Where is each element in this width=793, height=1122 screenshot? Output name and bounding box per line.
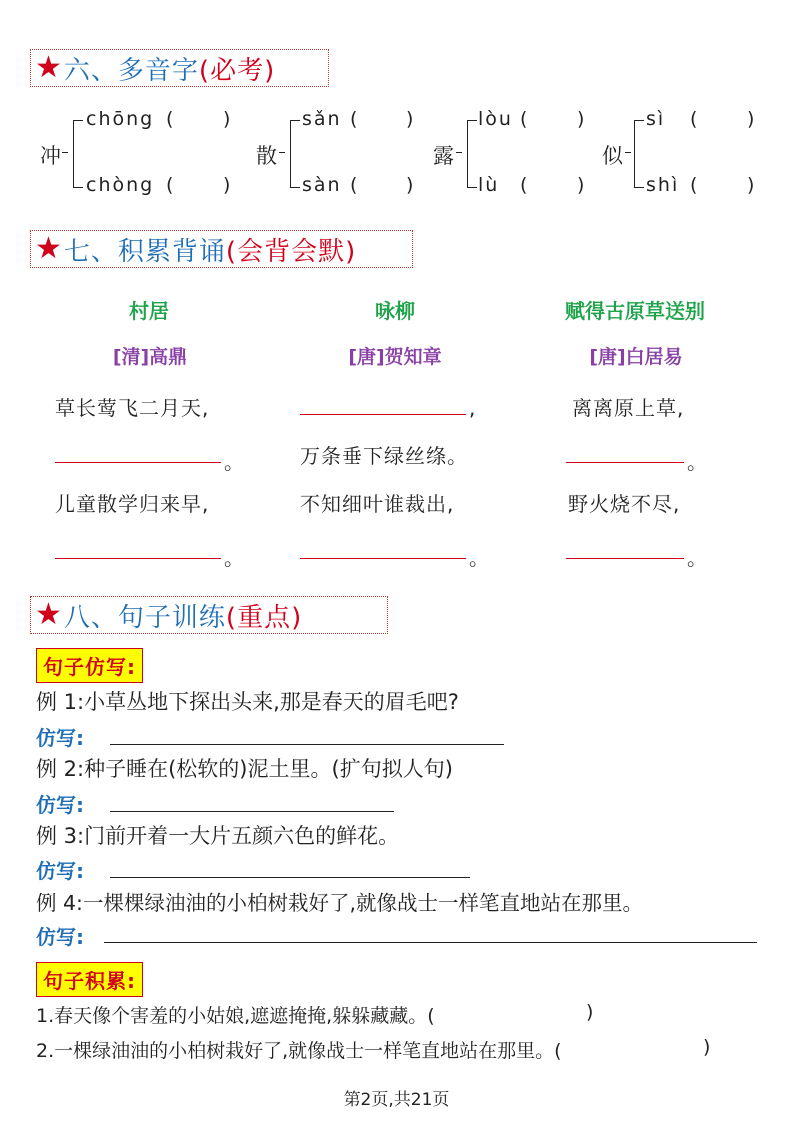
section-6-title: 六、多音字 [63, 55, 199, 86]
paren-close: ) [747, 108, 755, 130]
imitate-prompt: 仿写: [36, 793, 84, 817]
paren-open: ( [166, 174, 174, 196]
imitate-prompt: 仿写: [36, 859, 84, 883]
brace [467, 120, 477, 188]
pinyin-bottom: sàn [302, 174, 342, 196]
pinyin-bottom: chòng [86, 174, 155, 196]
section-8-title: 八、句子训练 [63, 602, 226, 633]
paren-close: ) [223, 108, 231, 130]
brace [73, 120, 83, 188]
brace-tick [62, 152, 68, 153]
example-sentence: 例 1:小草丛地下探出头来,那是春天的眉毛吧? [36, 690, 459, 714]
fill-blank[interactable] [55, 462, 221, 463]
poem-line: 儿童散学归来早, [55, 492, 210, 516]
brace [290, 120, 300, 188]
pinyin-top: sǎn [302, 108, 342, 130]
paren-close: ) [703, 1036, 711, 1058]
paren-close: ) [586, 1001, 594, 1023]
polyphone-char: 似 [602, 144, 623, 168]
poem-line: 万条垂下绿丝绦。 [300, 444, 468, 468]
section-8-header [30, 596, 388, 634]
poem-title: 咏柳 [375, 299, 415, 323]
section-7-title: 七、积累背诵 [63, 236, 226, 267]
section-7-header [30, 230, 413, 268]
poem-punct: 。 [224, 546, 244, 570]
imitate-prompt: 仿写: [36, 726, 84, 750]
poem-author: [唐]白居易 [589, 346, 683, 368]
answer-line[interactable] [110, 744, 504, 745]
poem-punct: , [469, 396, 476, 420]
poem-line: 离离原上草, [572, 396, 685, 420]
poem-punct: 。 [224, 450, 244, 474]
example-sentence: 例 4:一棵棵绿油油的小柏树栽好了,就像战士一样笔直地站在那里。 [36, 891, 643, 915]
paren-close: ) [406, 174, 414, 196]
pinyin-top: lòu [478, 108, 513, 130]
poem-line: 野火烧不尽, [568, 492, 681, 516]
fill-blank[interactable] [55, 558, 221, 559]
poem-punct: 。 [687, 450, 707, 474]
accumulate-item: 1.春天像个害羞的小姑娘,遮遮掩掩,躲躲藏藏。( [36, 1005, 435, 1027]
section-6-header [30, 49, 329, 87]
section-7-note: (会背会默) [225, 236, 357, 267]
answer-line[interactable] [110, 877, 470, 878]
poem-author: [清]高鼎 [112, 346, 188, 368]
pinyin-bottom: lù [478, 174, 500, 196]
poem-line: 草长莺飞二月天, [55, 396, 210, 420]
imitate-prompt: 仿写: [36, 925, 84, 949]
paren-close: ) [747, 174, 755, 196]
accumulate-item: 2.一棵绿油油的小柏树栽好了,就像战士一样笔直地站在那里。( [36, 1040, 562, 1062]
answer-line[interactable] [104, 942, 757, 943]
paren-open: ( [350, 174, 358, 196]
paren-open: ( [690, 108, 698, 130]
pinyin-top: sì [646, 108, 666, 130]
brace-tick [625, 152, 631, 153]
poem-author: [唐]贺知章 [348, 346, 442, 368]
fill-blank[interactable] [566, 462, 684, 463]
paren-open: ( [166, 108, 174, 130]
poem-line: 不知细叶谁裁出, [300, 492, 455, 516]
brace [634, 120, 644, 188]
example-sentence: 例 3:门前开着一大片五颜六色的鲜花。 [36, 824, 400, 848]
imitate-label: 句子仿写: [36, 648, 143, 683]
paren-close: ) [223, 174, 231, 196]
paren-open: ( [520, 108, 528, 130]
page-footer: 第2页,共21页 [343, 1090, 450, 1110]
brace-tick [456, 152, 462, 153]
fill-blank[interactable] [566, 558, 684, 559]
example-sentence: 例 2:种子睡在(松软的)泥土里。(扩句拟人句) [36, 757, 453, 781]
poem-punct: 。 [469, 546, 489, 570]
fill-blank[interactable] [300, 414, 466, 415]
paren-open: ( [520, 174, 528, 196]
fill-blank[interactable] [300, 558, 466, 559]
paren-open: ( [350, 108, 358, 130]
star-icon: ★ [35, 50, 62, 85]
star-icon: ★ [35, 597, 62, 632]
answer-line[interactable] [110, 811, 394, 812]
polyphone-char: 冲 [40, 144, 61, 168]
paren-close: ) [406, 108, 414, 130]
polyphone-char: 露 [433, 144, 454, 168]
section-8-note: (重点) [225, 602, 303, 633]
paren-close: ) [577, 174, 585, 196]
polyphone-char: 散 [256, 144, 277, 168]
section-6-note: (必考) [198, 55, 276, 86]
paren-open: ( [690, 174, 698, 196]
pinyin-top: chōng [86, 108, 155, 130]
pinyin-bottom: shì [646, 174, 680, 196]
paren-close: ) [577, 108, 585, 130]
poem-title: 赋得古原草送别 [565, 299, 705, 323]
poem-title: 村居 [129, 299, 169, 323]
star-icon: ★ [35, 231, 62, 266]
brace-tick [279, 152, 285, 153]
accumulate-label: 句子积累: [36, 962, 143, 997]
poem-punct: 。 [687, 546, 707, 570]
